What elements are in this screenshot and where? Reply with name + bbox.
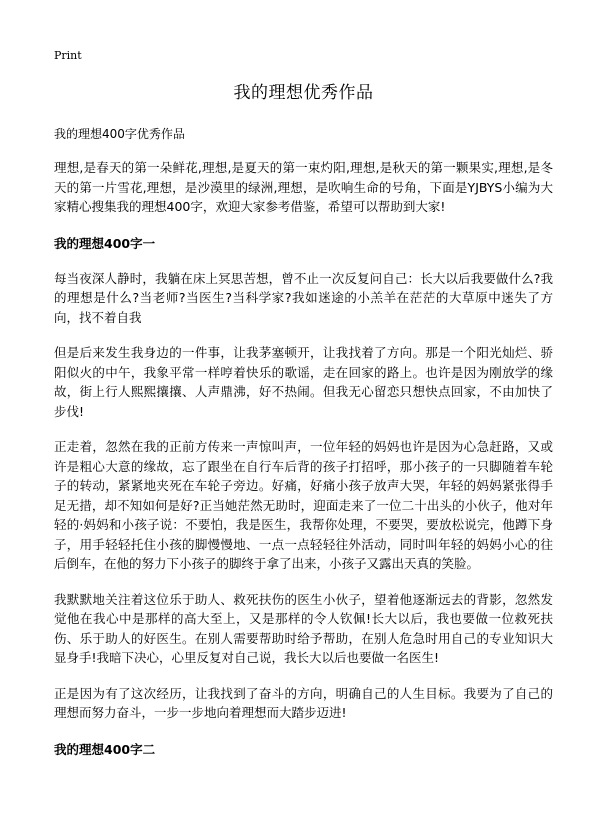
intro-paragraph: 理想,是春天的第一朵鲜花,理想,是夏天的第一束灼阳,理想,是秋天的第一颗果实,理想,是冬天的第一片雪花,理想，是沙漠里的绿洲,理想，是吹响生命的号角，下面是YJBYS小编为大家精心搜集我的理想400字，欢迎大家参考借鉴，希望可以帮助到大家! [54,160,553,214]
section-1-paragraph: 我默默地关注着这位乐于助人、救死扶伤的医生小伙子，望着他逐渐远去的背影，忽然发觉他在我心中是那样的高大至上，又是那样的令人钦佩!长大以后，我也要做一位救死扶伤、乐于助人的好医生。在别人需要帮助时给予帮助，在别人危急时用自己的专业知识大显身手!我暗下决心，心里反复对自己说，我长大以后也要做一名医生! [54,591,553,665]
section-heading-1: 我的理想400字一 [54,235,156,251]
section-1-paragraph: 每当夜深人静时，我躺在床上冥思苦想，曾不止一次反复问自己：长大以后我要做什么?我的理想是什么?当老师?当医生?当科学家?我如迷途的小羔羊在茫茫的大草原中迷失了方向，找不着自我 [54,270,553,325]
section-1-paragraph: 正是因为有了这次经历，让我找到了奋斗的方向，明确自己的人生目标。我要为了自己的理想而努力奋斗，一步一步地向着理想而大踏步迈进! [54,685,553,720]
document-subtitle: 我的理想400字优秀作品 [54,127,185,141]
section-1-paragraph: 正走着，忽然在我的正前方传来一声惊叫声，一位年轻的妈妈也许是因为心急赶路，又或许是粗心大意的缘故，忘了跟坐在自行车后背的孩子打招呼，那小孩子的一只脚随着车轮子的转动，紧紧地夹死在车轮子旁边。好痛，好痛小孩子放声大哭，年轻的妈妈紧张得手足无措，却不知如何是好?正当她茫然无助时，迎面走来了一位二十出头的小伙子，他对年轻的·妈妈和小孩子说：不要怕，我是医生，我帮你处理，不要哭，要放松说完，他蹲下身子，用手轻轻托住小孩的脚慢慢地、一点一点轻轻往外活动，同时叫年轻的妈妈小心的往后倒车，在他的努力下小孩子的脚终于拿了出来，小孩子又露出天真的笑脸。 [54,439,553,571]
section-heading-2: 我的理想400字二 [54,741,156,757]
section-1-paragraph: 但是后来发生我身边的一件事，让我茅塞顿开，让我找着了方向。那是一个阳光灿烂、骄阳似火的中午，我象平常一样哼着快乐的歌谣，走在回家的路上。也许是因为刚放学的缘故，街上行人熙熙攘攘、人声鼎沸，好不热闹。但我无心留恋只想快点回家，不由加快了步伐! [54,345,553,419]
page-title: 我的理想优秀作品 [233,83,374,103]
print-link[interactable]: Print [54,49,82,62]
